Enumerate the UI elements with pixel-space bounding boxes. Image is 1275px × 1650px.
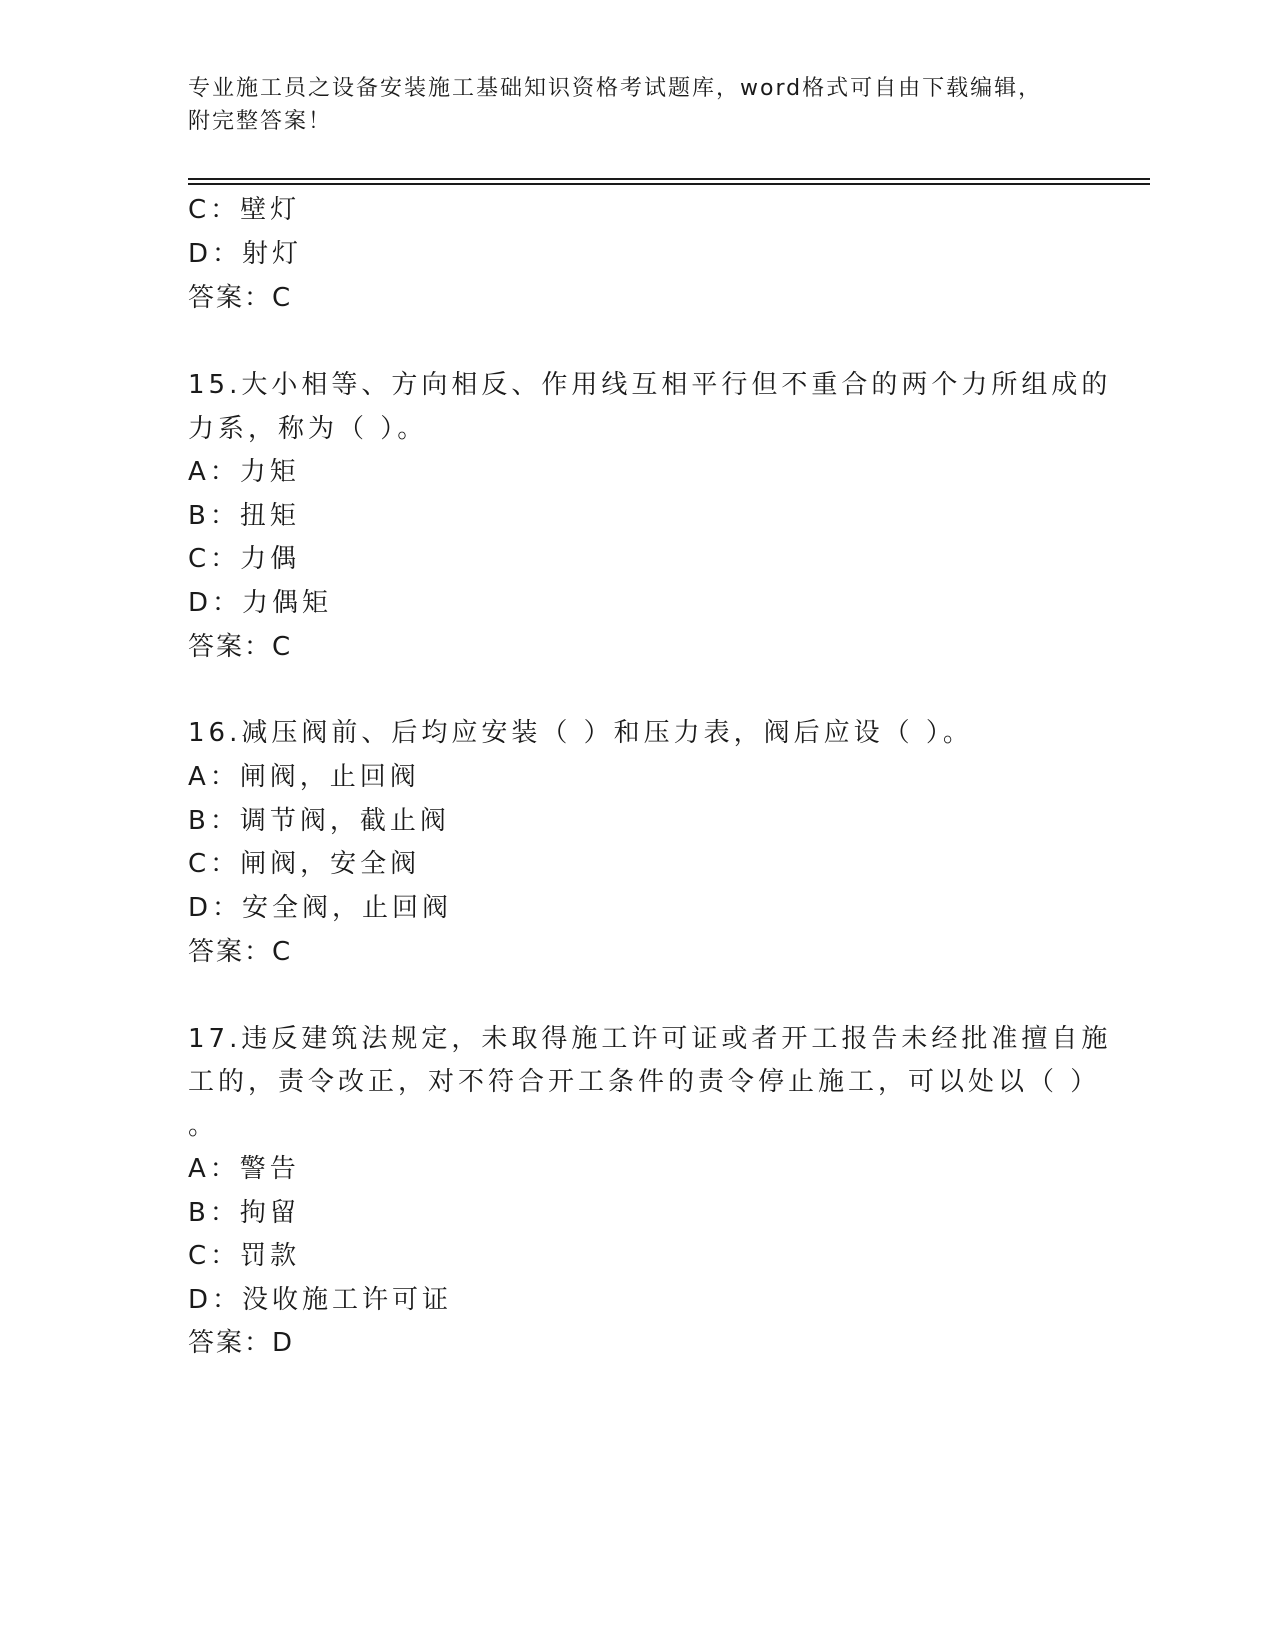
q17-answer: 答案：D [188,1328,295,1358]
header-line-1: 专业施工员之设备安装施工基础知识资格考试题库，word格式可自由下载编辑， [188,76,1043,101]
q16-answer: 答案：C [188,937,293,967]
q16-option-c: C：闸阀，安全阀 [188,849,421,879]
q15-option-d: D：力偶矩 [188,588,333,618]
q16-stem-line-1: 16.减压阀前、后均应安装（ ）和压力表，阀后应设（ ）。 [188,718,973,748]
document-header [188,72,1088,138]
q16-option-b: B：调节阀，截止阀 [188,806,450,836]
q14-answer: 答案：C [188,283,293,313]
q14-option-d: D：射灯 [188,239,303,269]
header-divider-top [188,178,1150,180]
q15-option-a: A：力矩 [188,457,300,487]
q15-stem-line-2: 力系，称为（ ）。 [188,414,428,444]
q15-stem-line-1: 15.大小相等、方向相反、作用线互相平行但不重合的两个力所组成的 [188,370,1112,400]
header-line-2: 附完整答案！ [188,109,333,134]
q15-option-b: B：扭矩 [188,501,300,531]
header-divider-bottom [188,183,1150,185]
q17-option-a: A：警告 [188,1154,300,1184]
q16-option-a: A：闸阀，止回阀 [188,762,420,792]
q17-option-c: C：罚款 [188,1241,301,1271]
q15-answer: 答案：C [188,632,293,662]
q17-stem-line-3: 。 [188,1111,219,1141]
q17-option-d: D：没收施工许可证 [188,1285,453,1315]
q14-option-c: C：壁灯 [188,195,301,225]
q17-option-b: B：拘留 [188,1198,300,1228]
q16-option-d: D：安全阀，止回阀 [188,893,453,923]
q17-stem-line-1: 17.违反建筑法规定，未取得施工许可证或者开工报告未经批准擅自施 [188,1024,1112,1054]
q15-option-c: C：力偶 [188,544,301,574]
q17-stem-line-2: 工的，责令改正，对不符合开工条件的责令停止施工，可以处以（ ） [188,1067,1101,1097]
